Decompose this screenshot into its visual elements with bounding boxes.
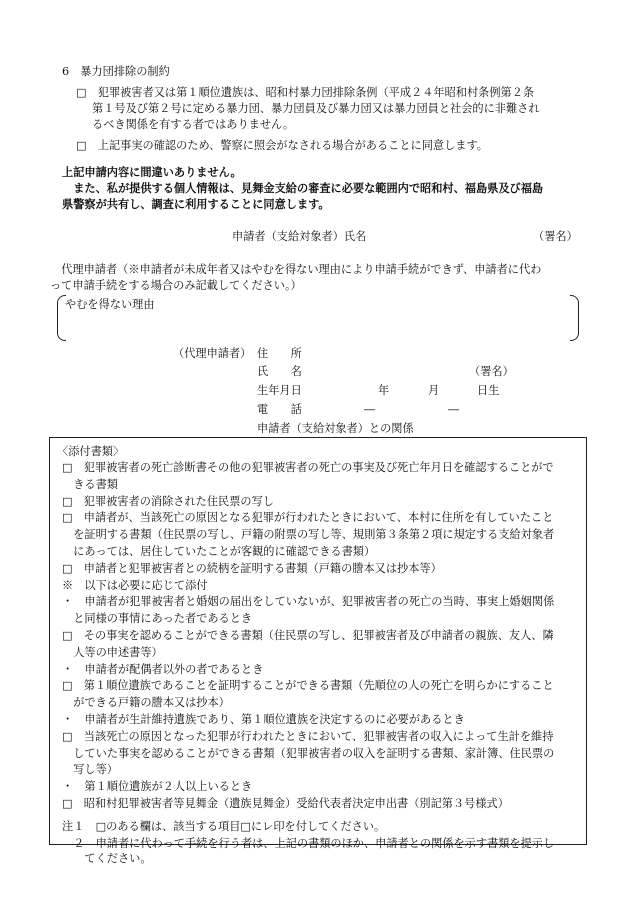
- attachment-line: きる書類: [62, 477, 118, 491]
- proxy-seal: （署名）: [469, 365, 514, 378]
- attachment-line: ・ 申請者が犯罪被害者と婚姻の届出をしていないが、犯罪被害者の死亡の当時、事実上婚姻関係: [62, 595, 555, 609]
- attachment-line: ・ 申請者が配偶者以外の者であるとき: [62, 662, 264, 676]
- attachment-note: 注１ □のある欄は、該当する項目□にレ印を付してください。: [62, 820, 386, 833]
- reason-label: やむを得ない理由: [65, 298, 155, 311]
- proxy-phone-dash-1: ―: [364, 403, 376, 416]
- attachments-title: 〈添付書類〉: [57, 445, 125, 458]
- proxy-dob-label: 生年月日: [257, 384, 302, 397]
- applicant-name-label: 申請者（支給対象者）氏名: [232, 230, 367, 243]
- attachment-line: □ その事実を認めることができる書類（住民票の写し、犯罪被害者及び申請者の親族、友人、隣: [62, 629, 554, 642]
- declaration-line-2: また、私が提供する個人情報は、見舞金支給の審査に必要な範囲内で昭和村、福島県及び福島: [62, 181, 544, 195]
- section-heading: 6 暴力団排除の制約: [62, 65, 170, 78]
- proxy-phone-dash-2: ―: [448, 403, 460, 416]
- attachment-line: □ 申請者が、当該死亡の原因となる犯罪が行われたときにおいて、本村に住所を有していたこと: [62, 511, 554, 525]
- section-item-1-line-1: □ 犯罪被害者又は第１順位遺族は、昭和村暴力団排除条例（平成２４年昭和村条例第２条: [76, 86, 535, 99]
- section-item-1-line-3: るべき関係を有する者ではありません。: [92, 118, 295, 131]
- attachment-line: ※ 以下は必要に応じて添付: [62, 578, 208, 592]
- proxy-dob-day: 日生: [477, 384, 500, 397]
- applicant-seal: （署名）: [533, 230, 578, 243]
- section-item-2: □ 上記事実の確認のため、警察に照会がなされる場合があることに同意します。: [76, 139, 488, 152]
- attachment-line: ・ 申請者が生計維持遺族であり、第１順位遺族を決定するのに必要があるとき: [62, 713, 465, 726]
- section-item-1-line-2: 第１号及び第２号に定める暴力団、暴力団員及び暴力団又は暴力団員と社会的に非難され: [92, 102, 540, 115]
- right-bracket: [570, 295, 579, 341]
- attachment-line: □ 第１順位遺族であることを証明することができる書類（先順位の人の死亡を明らかにすること: [62, 679, 554, 693]
- proxy-relation-label: 申請者（支給対象者）との関係: [257, 422, 414, 435]
- declaration-line-1: 上記申請内容に間違いありません。: [62, 165, 242, 179]
- attachment-line: と同様の事情にあった者であるとき: [62, 612, 253, 626]
- attachment-line: ができる戸籍の謄本又は抄本）: [62, 696, 230, 710]
- attachment-line: を証明する書類（住民票の写し、戸籍の附票の写し等、規則第３条第２項に規定する支給対象者: [62, 528, 555, 542]
- attachment-line: □ 申請者と犯罪被害者との続柄を証明する書類（戸籍の謄本又は抄本等）: [62, 561, 442, 575]
- proxy-role-label: （代理申請者）: [173, 347, 252, 360]
- attachment-line: にあっては、居住していたことが客観的に確認できる書類）: [62, 545, 376, 558]
- attachment-line: ・ 第１順位遺族が２人以上いるとき: [62, 780, 253, 794]
- proxy-note-line-1: 代理申請者（※申請者が未成年者又はやむを得ない理由により申請手続ができず、申請者に代わ: [50, 263, 542, 276]
- attachment-line: 写し等）: [62, 763, 118, 777]
- declaration-line-3: 県警察が共有し、調査に利用することに同意します。: [62, 197, 330, 211]
- proxy-note-line-2: って申請手続をする場合のみ記載してください。）: [50, 279, 302, 292]
- attachment-line: □ 当該死亡の原因となった犯罪が行われたときにおいて、犯罪被害者の収入によって生計を維持: [62, 729, 554, 743]
- proxy-phone-label: 電 話: [257, 403, 302, 416]
- attachment-line: □ 犯罪被害者の死亡診断書その他の犯罪被害者の死亡の事実及び死亡年月日を確認することがで: [62, 461, 554, 474]
- proxy-name-label: 氏 名: [257, 365, 302, 378]
- proxy-address-label: 住 所: [257, 347, 302, 360]
- reason-field[interactable]: [57, 295, 579, 339]
- attachment-line: □ 犯罪被害者の消除された住民票の写し: [62, 494, 274, 508]
- proxy-dob-year: 年: [378, 384, 390, 397]
- attachments-box: [49, 437, 587, 865]
- proxy-dob-month: 月: [428, 384, 440, 397]
- attachment-line: □ 昭和村犯罪被害者等見舞金（遺族見舞金）受給代表者決定申出書（別記第３号様式）: [62, 797, 509, 810]
- attachment-line: していた事実を認めることができる書類（犯罪被害者の収入を証明する書類、家計簿、住民票の: [62, 746, 555, 760]
- attachment-line: 人等の申述書等）: [62, 645, 163, 659]
- attachment-note: ２ 申請者に代わって手続を行う者は、上記の書類のほか、申請者との関係を示す書類を提示し: [62, 837, 555, 850]
- attachment-note: てください。: [62, 852, 152, 865]
